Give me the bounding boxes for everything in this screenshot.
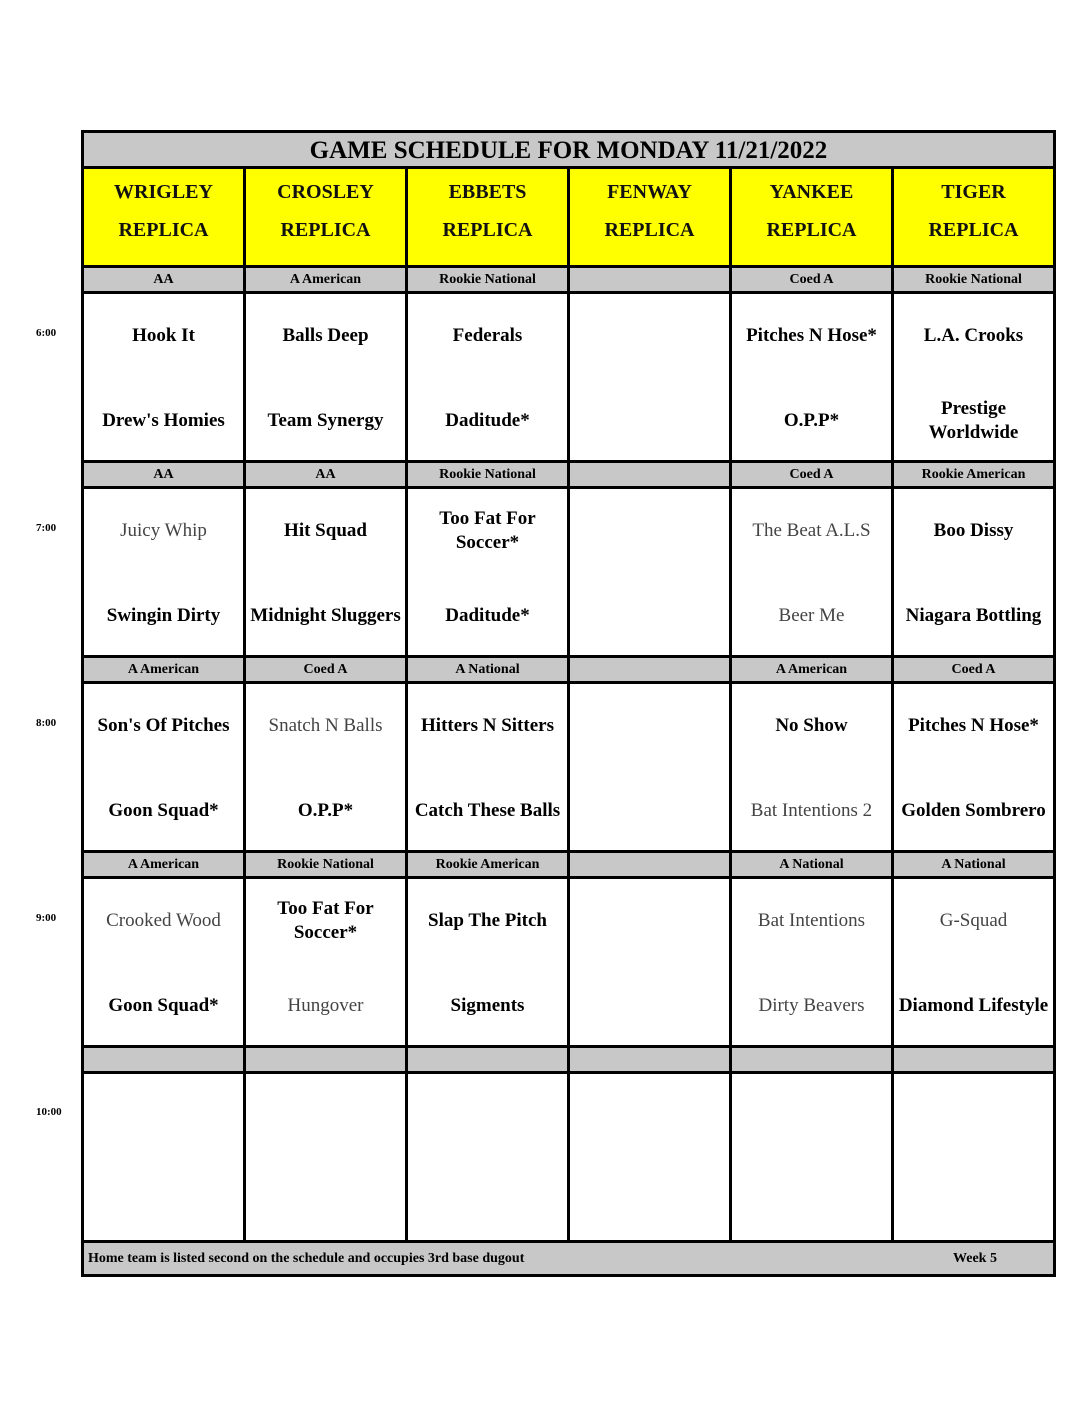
schedule-footer bbox=[84, 1243, 1053, 1274]
home-team: Catch These Balls bbox=[414, 800, 561, 821]
division-label: A American bbox=[732, 658, 891, 681]
home-team: Midnight Sluggers bbox=[250, 605, 401, 626]
game-cell bbox=[894, 1074, 1053, 1240]
home-team: Golden Sombrero bbox=[901, 800, 1046, 821]
division-label bbox=[732, 1048, 891, 1071]
game-cell bbox=[894, 879, 1053, 1045]
division-label: Coed A bbox=[732, 268, 891, 291]
game-cell bbox=[732, 1074, 891, 1240]
venue-sub: REPLICA bbox=[604, 219, 695, 241]
game-cell bbox=[732, 684, 891, 850]
home-team-note: Home team is listed second on the schedule and occupies 3rd base dugout bbox=[88, 1251, 525, 1266]
division-label: Rookie American bbox=[894, 463, 1053, 486]
division-label: Rookie National bbox=[894, 268, 1053, 291]
division-label: Rookie National bbox=[246, 853, 405, 876]
game-cell bbox=[732, 489, 891, 655]
venue-header bbox=[894, 169, 1053, 265]
game-row bbox=[84, 1074, 1053, 1240]
game-cell bbox=[84, 684, 243, 850]
away-team: Bat Intentions bbox=[757, 910, 866, 931]
division-label: Coed A bbox=[894, 658, 1053, 681]
time-slots bbox=[84, 268, 1053, 1240]
division-label: A National bbox=[894, 853, 1053, 876]
division-label: AA bbox=[84, 463, 243, 486]
away-team: Son's Of Pitches bbox=[97, 715, 230, 736]
game-row bbox=[84, 294, 1053, 460]
home-team: Sigments bbox=[450, 995, 525, 1016]
time-label: 10:00 bbox=[36, 1106, 62, 1118]
home-team: Swingin Dirty bbox=[106, 605, 221, 626]
division-label bbox=[570, 463, 729, 486]
division-label bbox=[570, 1048, 729, 1071]
division-label bbox=[84, 1048, 243, 1071]
venue-header bbox=[246, 169, 405, 265]
division-row bbox=[84, 853, 1053, 876]
venue-sub: REPLICA bbox=[928, 219, 1019, 241]
division-label bbox=[570, 268, 729, 291]
home-team: O.P.P* bbox=[297, 800, 354, 821]
home-team: Team Synergy bbox=[267, 410, 384, 431]
division-label bbox=[570, 658, 729, 681]
week-label: Week 5 bbox=[953, 1251, 997, 1266]
division-label: A American bbox=[84, 853, 243, 876]
home-team: Bat Intentions 2 bbox=[750, 800, 873, 821]
time-label: 8:00 bbox=[36, 717, 57, 729]
game-row bbox=[84, 684, 1053, 850]
game-cell bbox=[894, 294, 1053, 460]
away-team: Too Fat For Soccer* bbox=[277, 898, 374, 943]
away-team: Juicy Whip bbox=[120, 520, 207, 541]
away-team: Hitters N Sitters bbox=[421, 715, 554, 736]
home-team: Niagara Bottling bbox=[905, 605, 1042, 626]
venue-name: CROSLEY bbox=[277, 181, 374, 203]
venue-name: YANKEE bbox=[769, 181, 854, 203]
game-cell bbox=[570, 489, 729, 655]
game-cell bbox=[246, 489, 405, 655]
division-label: AA bbox=[84, 268, 243, 291]
home-team: Diamond Lifestyle bbox=[898, 995, 1049, 1016]
game-cell bbox=[246, 879, 405, 1045]
venue-sub: REPLICA bbox=[766, 219, 857, 241]
game-cell bbox=[732, 294, 891, 460]
game-cell bbox=[408, 684, 567, 850]
home-team: Goon Squad* bbox=[108, 800, 219, 821]
away-team: Pitches N Hose* bbox=[746, 325, 877, 346]
venue-name: FENWAY bbox=[607, 181, 692, 203]
division-label: A National bbox=[408, 658, 567, 681]
home-team: O.P.P* bbox=[783, 410, 840, 431]
venue-name: TIGER bbox=[941, 181, 1006, 203]
game-cell bbox=[894, 489, 1053, 655]
game-cell bbox=[408, 294, 567, 460]
division-label: A American bbox=[246, 268, 405, 291]
game-cell bbox=[894, 684, 1053, 850]
venue-header bbox=[408, 169, 567, 265]
venue-header bbox=[84, 169, 243, 265]
division-label: A American bbox=[84, 658, 243, 681]
venue-header bbox=[570, 169, 729, 265]
away-team: Hit Squad bbox=[284, 520, 367, 541]
division-label: Rookie American bbox=[408, 853, 567, 876]
time-label: 6:00 bbox=[36, 327, 57, 339]
home-team: Hungover bbox=[287, 995, 364, 1016]
division-label bbox=[408, 1048, 567, 1071]
game-cell bbox=[570, 684, 729, 850]
game-cell bbox=[84, 1074, 243, 1240]
venue-header-row bbox=[84, 169, 1053, 265]
away-team: Snatch N Balls bbox=[268, 715, 383, 736]
game-cell bbox=[246, 294, 405, 460]
venue-header bbox=[732, 169, 891, 265]
game-row bbox=[84, 489, 1053, 655]
away-team: Pitches N Hose* bbox=[908, 715, 1039, 736]
game-cell bbox=[84, 489, 243, 655]
away-team: Crooked Wood bbox=[106, 910, 221, 931]
venue-sub: REPLICA bbox=[118, 219, 209, 241]
game-cell bbox=[246, 684, 405, 850]
game-cell bbox=[408, 489, 567, 655]
game-cell bbox=[570, 879, 729, 1045]
home-team: Dirty Beavers bbox=[758, 995, 865, 1016]
division-label bbox=[570, 853, 729, 876]
game-cell bbox=[408, 879, 567, 1045]
game-cell bbox=[408, 1074, 567, 1240]
away-team: The Beat A.L.S bbox=[752, 520, 871, 541]
away-team: Federals bbox=[452, 325, 523, 346]
away-team: Hook It bbox=[132, 325, 195, 346]
division-label: Coed A bbox=[246, 658, 405, 681]
game-row bbox=[84, 879, 1053, 1045]
division-label: Coed A bbox=[732, 463, 891, 486]
division-label: Rookie National bbox=[408, 268, 567, 291]
game-cell bbox=[246, 1074, 405, 1240]
away-team: L.A. Crooks bbox=[923, 325, 1024, 346]
game-cell bbox=[84, 294, 243, 460]
game-cell bbox=[570, 1074, 729, 1240]
time-label: 9:00 bbox=[36, 912, 57, 924]
division-row bbox=[84, 268, 1053, 291]
division-row bbox=[84, 463, 1053, 486]
away-team: No Show bbox=[775, 715, 848, 736]
away-team: Balls Deep bbox=[282, 325, 369, 346]
home-team: Daditude* bbox=[445, 410, 530, 431]
away-team: Too Fat For Soccer* bbox=[439, 508, 536, 553]
game-cell bbox=[732, 879, 891, 1045]
division-label: Rookie National bbox=[408, 463, 567, 486]
home-team: Goon Squad* bbox=[108, 995, 219, 1016]
venue-name: EBBETS bbox=[448, 181, 527, 203]
away-team: G-Squad bbox=[939, 910, 1008, 931]
venue-sub: REPLICA bbox=[280, 219, 371, 241]
away-team: Boo Dissy bbox=[933, 520, 1014, 541]
home-team: Prestige Worldwide bbox=[928, 398, 1019, 443]
division-row bbox=[84, 658, 1053, 681]
division-row bbox=[84, 1048, 1053, 1071]
game-cell bbox=[570, 294, 729, 460]
division-label: A National bbox=[732, 853, 891, 876]
schedule-table bbox=[81, 130, 1056, 1277]
home-team: Beer Me bbox=[778, 605, 845, 626]
schedule-title: GAME SCHEDULE FOR MONDAY 11/21/2022 bbox=[84, 133, 1053, 166]
division-label: AA bbox=[246, 463, 405, 486]
home-team: Daditude* bbox=[445, 605, 530, 626]
game-cell bbox=[84, 879, 243, 1045]
division-label bbox=[246, 1048, 405, 1071]
venue-name: WRIGLEY bbox=[114, 181, 213, 203]
venue-sub: REPLICA bbox=[442, 219, 533, 241]
away-team: Slap The Pitch bbox=[428, 910, 547, 931]
division-label bbox=[894, 1048, 1053, 1071]
time-label: 7:00 bbox=[36, 522, 57, 534]
home-team: Drew's Homies bbox=[102, 410, 225, 431]
